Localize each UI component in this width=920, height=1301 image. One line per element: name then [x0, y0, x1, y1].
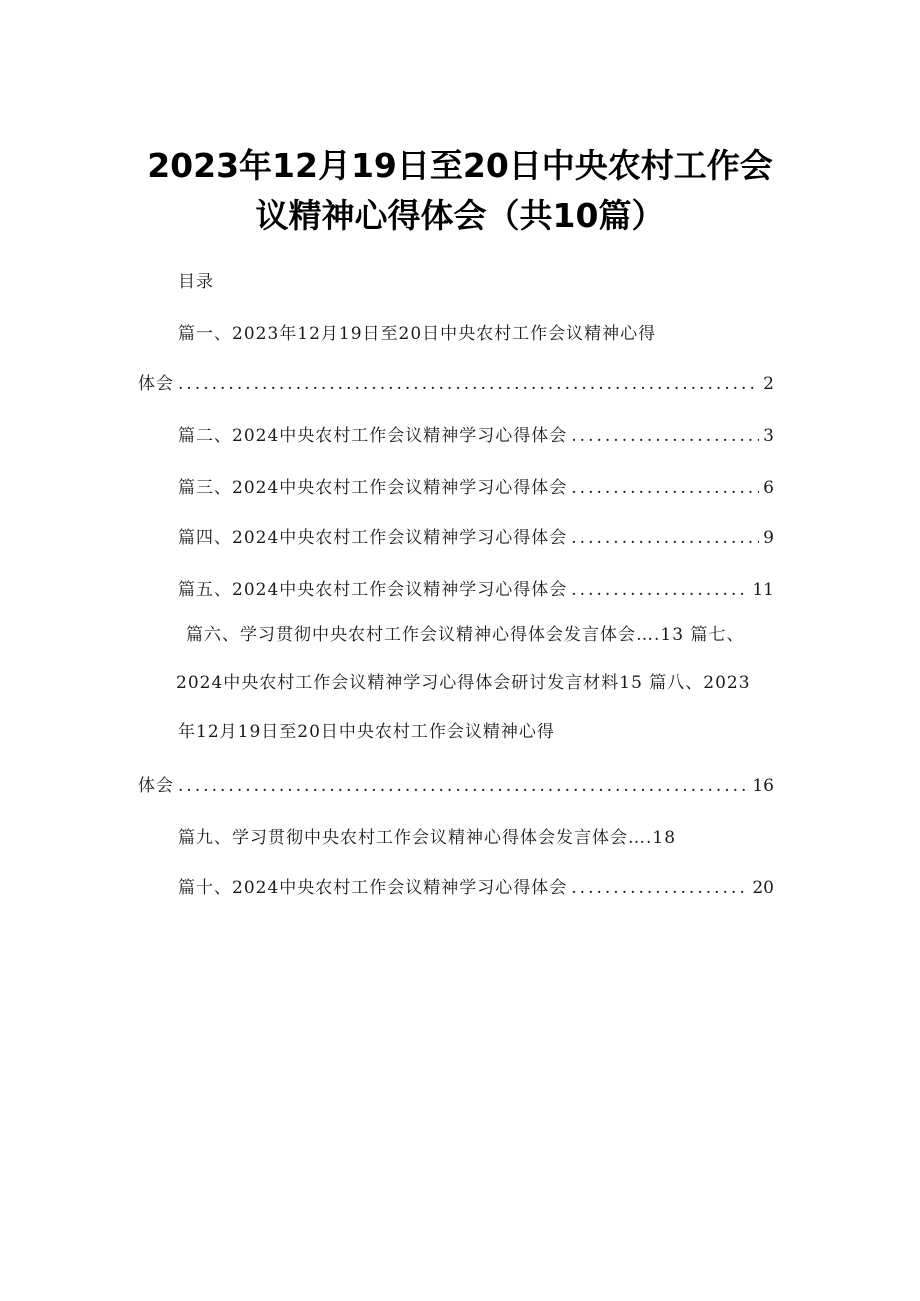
- toc-entry-5[interactable]: [178, 578, 774, 602]
- toc-entry-8-page: 16: [752, 776, 774, 796]
- toc-entry-2-text: 篇二、2024中央农村工作会议精神学习心得体会: [178, 426, 568, 446]
- toc-leader-dots: [571, 578, 748, 602]
- toc-entry-4[interactable]: [178, 526, 774, 550]
- toc-merged-line-1[interactable]: 篇六、学习贯彻中央农村工作会议精神心得体会发言体会….13 篇七、: [186, 625, 745, 645]
- toc-heading: 目录: [178, 272, 214, 292]
- toc-merged-line-2[interactable]: 2024中央农村工作会议精神学习心得体会研讨发言材料15 篇八、2023: [176, 673, 751, 693]
- toc-entry-3-page: 6: [763, 478, 774, 498]
- toc-entry-1-text[interactable]: 篇一、2023年12月19日至20日中央农村工作会议精神心得: [178, 324, 657, 344]
- toc-entry-1-page: 2: [763, 374, 774, 394]
- toc-entry-8-cont-text: 体会: [138, 776, 174, 796]
- toc-entry-3[interactable]: [178, 476, 774, 500]
- toc-leader-dots: [571, 424, 759, 448]
- toc-entry-10-text: 篇十、2024中央农村工作会议精神学习心得体会: [178, 878, 568, 898]
- toc-merged-line-3[interactable]: 年12月19日至20日中央农村工作会议精神心得: [178, 722, 555, 742]
- document-title-line-2: 议精神心得体会（共10篇）: [255, 196, 665, 235]
- toc-leader-dots: [178, 372, 759, 396]
- toc-entry-10[interactable]: [178, 876, 774, 900]
- toc-entry-4-text: 篇四、2024中央农村工作会议精神学习心得体会: [178, 528, 568, 548]
- document-title-line-1: 2023年12月19日至20日中央农村工作会: [147, 146, 773, 185]
- toc-entry-5-page: 11: [752, 580, 774, 600]
- toc-leader-dots: [571, 526, 759, 550]
- toc-entry-1-cont-text: 体会: [138, 374, 174, 394]
- toc-entry-2-page: 3: [763, 426, 774, 446]
- toc-entry-2[interactable]: [178, 424, 774, 448]
- toc-entry-4-page: 9: [763, 528, 774, 548]
- toc-leader-dots: [571, 876, 748, 900]
- toc-entry-1-continuation[interactable]: [138, 372, 774, 396]
- toc-entry-8-continuation[interactable]: [138, 774, 774, 798]
- toc-leader-dots: [571, 476, 759, 500]
- toc-leader-dots: [178, 774, 748, 798]
- toc-entry-3-text: 篇三、2024中央农村工作会议精神学习心得体会: [178, 478, 568, 498]
- toc-entry-5-text: 篇五、2024中央农村工作会议精神学习心得体会: [178, 580, 568, 600]
- toc-entry-9[interactable]: 篇九、学习贯彻中央农村工作会议精神心得体会发言体会….18: [178, 828, 677, 848]
- toc-entry-10-page: 20: [752, 878, 774, 898]
